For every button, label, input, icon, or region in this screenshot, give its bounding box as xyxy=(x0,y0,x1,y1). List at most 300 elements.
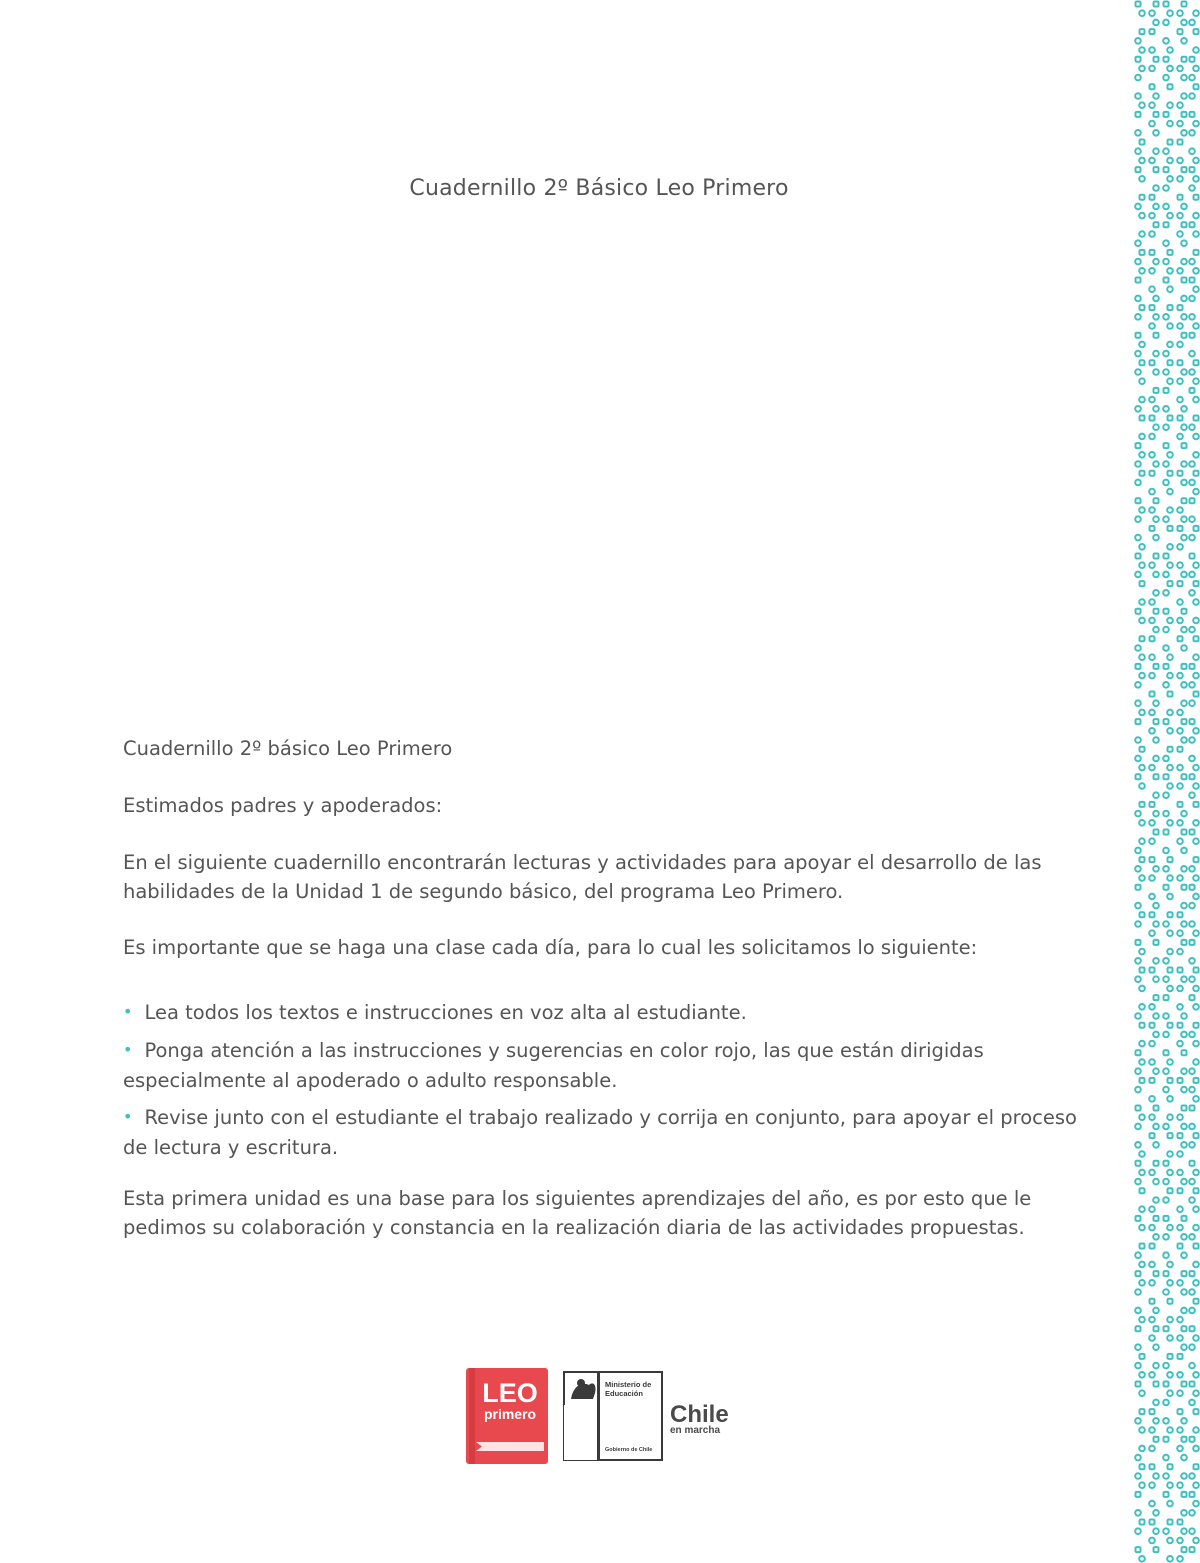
pattern-dot xyxy=(1136,940,1141,945)
pattern-dot xyxy=(1153,1234,1159,1240)
pattern-dot xyxy=(1164,885,1169,890)
pattern-dot xyxy=(1178,1188,1183,1193)
pattern-dot xyxy=(1163,848,1169,854)
pattern-dot xyxy=(1189,424,1195,430)
pattern-dot xyxy=(1149,894,1155,900)
pattern-dot xyxy=(1167,176,1173,182)
pattern-dot xyxy=(1178,140,1183,145)
pattern-dot xyxy=(1168,84,1173,89)
pattern-dot xyxy=(1182,167,1187,172)
pattern-dot xyxy=(1149,1225,1155,1231)
letter-body xyxy=(123,734,1078,1242)
pattern-dot xyxy=(1167,10,1173,16)
pattern-dot xyxy=(1181,93,1187,99)
pattern-dot xyxy=(1140,802,1145,807)
pattern-dot xyxy=(1139,268,1145,274)
pattern-dot xyxy=(1189,369,1195,375)
pattern-dot xyxy=(1182,1382,1187,1387)
pattern-dot xyxy=(1135,682,1141,688)
pattern-dot xyxy=(1153,314,1159,320)
pattern-dot xyxy=(1164,112,1169,117)
pattern-dot xyxy=(1164,609,1169,614)
pattern-dot xyxy=(1140,1409,1145,1414)
pattern-dot xyxy=(1139,397,1145,403)
pattern-dot xyxy=(1193,1335,1199,1341)
pattern-dot xyxy=(1149,710,1155,716)
pattern-dot xyxy=(1177,599,1183,605)
pattern-dot xyxy=(1168,747,1173,752)
pattern-dot xyxy=(1135,1252,1141,1258)
pattern-dot xyxy=(1189,1363,1195,1369)
pattern-dot xyxy=(1153,1308,1159,1314)
pattern-dot xyxy=(1190,664,1195,669)
pattern-dot xyxy=(1136,664,1141,669)
pattern-dot xyxy=(1163,1418,1169,1424)
pattern-dot xyxy=(1181,1234,1187,1240)
pattern-dot xyxy=(1181,1418,1187,1424)
pattern-dot xyxy=(1177,268,1183,274)
pattern-dot xyxy=(1194,802,1199,807)
pattern-dot xyxy=(1190,885,1195,890)
pattern-dot xyxy=(1189,1473,1195,1479)
pattern-dot xyxy=(1167,323,1173,329)
pattern-dot xyxy=(1136,609,1141,614)
pattern-dot xyxy=(1189,682,1195,688)
pattern-dot xyxy=(1153,148,1159,154)
pattern-dot xyxy=(1153,921,1159,927)
pattern-dot xyxy=(1177,838,1183,844)
pattern-dot xyxy=(1178,1244,1183,1249)
pattern-dot xyxy=(1139,599,1145,605)
pattern-dot xyxy=(1139,434,1145,440)
pattern-dot xyxy=(1149,673,1155,679)
pattern-dot xyxy=(1135,958,1141,964)
pattern-dot xyxy=(1140,1023,1145,1028)
pattern-dot xyxy=(1194,581,1199,586)
pattern-dot xyxy=(1154,333,1159,338)
pattern-dot xyxy=(1193,323,1199,329)
pattern-dot xyxy=(1139,1114,1145,1120)
pattern-dot xyxy=(1153,369,1159,375)
pattern-dot xyxy=(1181,976,1187,982)
pattern-dot xyxy=(1154,554,1159,559)
pattern-dot xyxy=(1190,554,1195,559)
pattern-dot xyxy=(1154,498,1159,503)
pattern-dot xyxy=(1193,231,1199,237)
pattern-dot xyxy=(1149,1317,1155,1323)
pattern-dot xyxy=(1153,1013,1159,1019)
pattern-dot xyxy=(1136,498,1141,503)
pattern-dot xyxy=(1153,204,1159,210)
pattern-dot xyxy=(1149,599,1155,605)
pattern-dot xyxy=(1140,195,1145,200)
pattern-dot xyxy=(1163,38,1169,44)
pattern-dot xyxy=(1164,1326,1169,1331)
pattern-dot xyxy=(1150,692,1155,697)
pattern-dot xyxy=(1150,250,1155,255)
pattern-dot xyxy=(1193,1280,1199,1286)
pattern-dot xyxy=(1181,1252,1187,1258)
pattern-dot xyxy=(1181,1510,1187,1516)
pattern-dot xyxy=(1163,627,1169,633)
pattern-dot xyxy=(1163,314,1169,320)
pattern-dot xyxy=(1135,148,1141,154)
pattern-dot xyxy=(1167,986,1173,992)
pattern-dot xyxy=(1140,1188,1145,1193)
pattern-dot xyxy=(1177,1114,1183,1120)
pattern-dot xyxy=(1193,654,1199,660)
pattern-dot xyxy=(1189,1344,1195,1350)
instruction-list xyxy=(123,998,1078,1162)
pattern-dot xyxy=(1136,333,1141,338)
pattern-dot xyxy=(1194,1409,1199,1414)
pattern-dot xyxy=(1189,20,1195,26)
pattern-dot xyxy=(1149,231,1155,237)
pattern-dot xyxy=(1181,700,1187,706)
pattern-dot xyxy=(1164,1216,1169,1221)
pattern-dot xyxy=(1189,1528,1195,1534)
pattern-dot xyxy=(1153,866,1159,872)
pattern-dot xyxy=(1135,351,1141,357)
pattern-dot xyxy=(1139,618,1145,624)
pattern-dot xyxy=(1189,866,1195,872)
pattern-dot xyxy=(1140,1078,1145,1083)
pattern-dot xyxy=(1150,1133,1155,1138)
pattern-dot xyxy=(1182,774,1187,779)
pattern-dot xyxy=(1139,507,1145,513)
pattern-dot xyxy=(1182,222,1187,227)
pattern-dot xyxy=(1190,1106,1195,1111)
pattern-dot xyxy=(1136,443,1141,448)
pattern-dot xyxy=(1135,1013,1141,1019)
pattern-dot xyxy=(1167,765,1173,771)
pattern-dot xyxy=(1167,1170,1173,1176)
pattern-dot xyxy=(1182,333,1187,338)
pattern-dot xyxy=(1153,811,1159,817)
pattern-dot xyxy=(1194,84,1199,89)
pattern-dot xyxy=(1154,57,1159,62)
pattern-dot xyxy=(1189,700,1195,706)
pattern-dot xyxy=(1139,710,1145,716)
pattern-dot xyxy=(1190,1326,1195,1331)
pattern-dot xyxy=(1167,1225,1173,1231)
pattern-dot xyxy=(1135,240,1141,246)
pattern-dot xyxy=(1167,1556,1173,1562)
pattern-dot xyxy=(1167,378,1173,384)
pattern-dot xyxy=(1154,1271,1159,1276)
pattern-dot xyxy=(1139,986,1145,992)
pattern-dot xyxy=(1168,857,1173,862)
pattern-dot xyxy=(1193,728,1199,734)
pattern-dot xyxy=(1153,1510,1159,1516)
pattern-dot xyxy=(1194,416,1199,421)
pattern-dot xyxy=(1150,195,1155,200)
pattern-dot xyxy=(1177,1482,1183,1488)
pattern-dot xyxy=(1193,673,1199,679)
chile-logo-title: Chile xyxy=(670,1401,729,1428)
pattern-dot xyxy=(1167,1482,1173,1488)
ministry-line-2: Educación xyxy=(605,1389,643,1398)
pattern-dot xyxy=(1181,240,1187,246)
pattern-dot xyxy=(1153,296,1159,302)
pattern-dot xyxy=(1163,645,1169,651)
pattern-dot xyxy=(1177,728,1183,734)
pattern-dot xyxy=(1163,351,1169,357)
pattern-dot xyxy=(1190,333,1195,338)
ministerio-educacion-logo xyxy=(563,1371,663,1461)
pattern-dot xyxy=(1153,20,1159,26)
pattern-dot xyxy=(1135,1418,1141,1424)
pattern-dot xyxy=(1189,1289,1195,1295)
pattern-dot xyxy=(1194,1078,1199,1083)
pattern-dot xyxy=(1149,562,1155,568)
pattern-dot xyxy=(1167,562,1173,568)
pattern-dot xyxy=(1189,1068,1195,1074)
pattern-dot xyxy=(1135,516,1141,522)
pattern-dot xyxy=(1149,47,1155,53)
pattern-dot xyxy=(1139,1041,1145,1047)
pattern-dot xyxy=(1163,811,1169,817)
pattern-dot xyxy=(1181,1455,1187,1461)
pattern-dot xyxy=(1136,719,1141,724)
pattern-dot xyxy=(1167,618,1173,624)
pattern-dot xyxy=(1193,489,1199,495)
pattern-dot xyxy=(1178,636,1183,641)
pattern-dot xyxy=(1136,112,1141,117)
pattern-dot xyxy=(1153,756,1159,762)
pattern-dot xyxy=(1167,820,1173,826)
pattern-dot xyxy=(1163,1400,1169,1406)
pattern-dot xyxy=(1164,443,1169,448)
pattern-dot xyxy=(1167,1114,1173,1120)
pattern-dot xyxy=(1177,434,1183,440)
pattern-dot xyxy=(1150,360,1155,365)
pattern-dot xyxy=(1135,1510,1141,1516)
pattern-dot xyxy=(1136,1161,1141,1166)
pattern-dot xyxy=(1177,783,1183,789)
pattern-dot xyxy=(1150,84,1155,89)
pattern-dot xyxy=(1135,976,1141,982)
pattern-dot xyxy=(1189,921,1195,927)
pattern-dot xyxy=(1135,866,1141,872)
pattern-dot xyxy=(1189,1032,1195,1038)
pattern-dot xyxy=(1135,1473,1141,1479)
pattern-dot xyxy=(1168,1299,1173,1304)
pattern-dot xyxy=(1150,912,1155,917)
page-title: Cuadernillo 2º Básico Leo Primero xyxy=(409,176,789,201)
pattern-dot xyxy=(1136,167,1141,172)
pattern-dot xyxy=(1193,1390,1199,1396)
pattern-dot xyxy=(1149,66,1155,72)
pattern-dot xyxy=(1136,554,1141,559)
pattern-dot xyxy=(1177,323,1183,329)
pattern-dot xyxy=(1193,894,1199,900)
pattern-dot xyxy=(1167,930,1173,936)
pattern-dot xyxy=(1168,416,1173,421)
pattern-dot xyxy=(1181,1473,1187,1479)
pattern-dot xyxy=(1167,1390,1173,1396)
pattern-dot xyxy=(1178,747,1183,752)
pattern-dot xyxy=(1154,112,1159,117)
pattern-dot xyxy=(1167,1317,1173,1323)
pattern-dot xyxy=(1189,1234,1195,1240)
pattern-dot xyxy=(1163,20,1169,26)
pattern-dot xyxy=(1153,1473,1159,1479)
pattern-dot xyxy=(1178,1078,1183,1083)
pattern-dot xyxy=(1163,1179,1169,1185)
pattern-dot xyxy=(1135,369,1141,375)
pattern-dot xyxy=(1154,1326,1159,1331)
pattern-dot xyxy=(1163,1455,1169,1461)
pattern-dot xyxy=(1167,1372,1173,1378)
pattern-dot xyxy=(1163,1528,1169,1534)
pattern-dot xyxy=(1168,968,1173,973)
pattern-dot xyxy=(1194,1299,1199,1304)
pattern-dot xyxy=(1135,204,1141,210)
pattern-dot xyxy=(1193,562,1199,568)
pattern-dot xyxy=(1168,1188,1173,1193)
pattern-dot xyxy=(1149,838,1155,844)
pattern-dot xyxy=(1153,1032,1159,1038)
pattern-dot xyxy=(1140,1244,1145,1249)
pattern-dot xyxy=(1135,737,1141,743)
pattern-dot xyxy=(1190,995,1195,1000)
pattern-dot xyxy=(1189,480,1195,486)
pattern-dot xyxy=(1135,1289,1141,1295)
pattern-dot xyxy=(1189,737,1195,743)
pattern-dot xyxy=(1139,875,1145,881)
pattern-dot xyxy=(1178,1133,1183,1138)
pattern-dot xyxy=(1181,461,1187,467)
pattern-dot xyxy=(1177,1280,1183,1286)
pattern-dot xyxy=(1194,1023,1199,1028)
pattern-dot xyxy=(1163,204,1169,210)
pattern-dot xyxy=(1164,167,1169,172)
pattern-dot xyxy=(1139,1206,1145,1212)
pattern-dot xyxy=(1193,1041,1199,1047)
pattern-dot xyxy=(1189,958,1195,964)
pattern-dot xyxy=(1164,664,1169,669)
pattern-dot xyxy=(1189,1087,1195,1093)
pattern-dot xyxy=(1177,673,1183,679)
pattern-dot xyxy=(1163,461,1169,467)
pattern-dot xyxy=(1149,158,1155,164)
pattern-dot xyxy=(1140,140,1145,145)
pattern-dot xyxy=(1189,75,1195,81)
pattern-dot xyxy=(1182,830,1187,835)
pattern-dot xyxy=(1153,351,1159,357)
pattern-dot xyxy=(1150,416,1155,421)
pattern-dot xyxy=(1150,29,1155,34)
pattern-dot xyxy=(1189,296,1195,302)
pattern-dot xyxy=(1135,75,1141,81)
decorative-dot-pattern xyxy=(1130,0,1200,1563)
pattern-dot xyxy=(1135,1087,1141,1093)
pattern-dot xyxy=(1163,480,1169,486)
pattern-dot xyxy=(1193,268,1199,274)
pattern-dot xyxy=(1181,1528,1187,1534)
pattern-dot xyxy=(1193,1501,1199,1507)
pattern-dot xyxy=(1167,342,1173,348)
pattern-dot xyxy=(1149,1446,1155,1452)
pattern-dot xyxy=(1193,930,1199,936)
pattern-dot xyxy=(1163,240,1169,246)
pattern-dot xyxy=(1190,57,1195,62)
pattern-dot xyxy=(1167,710,1173,716)
pattern-dot xyxy=(1154,830,1159,835)
pattern-dot xyxy=(1135,1363,1141,1369)
pattern-dot xyxy=(1154,167,1159,172)
pattern-dot xyxy=(1193,1004,1199,1010)
pattern-dot xyxy=(1153,406,1159,412)
chile-en-marcha-logo xyxy=(669,1398,735,1438)
pattern-dot xyxy=(1193,838,1199,844)
pattern-dot xyxy=(1193,1538,1199,1544)
pattern-dot xyxy=(1163,75,1169,81)
pattern-dot xyxy=(1182,1437,1187,1442)
pattern-dot xyxy=(1167,654,1173,660)
pattern-dot xyxy=(1181,516,1187,522)
pattern-dot xyxy=(1164,1271,1169,1276)
pattern-dot xyxy=(1177,986,1183,992)
pattern-dot xyxy=(1153,1528,1159,1534)
pattern-dot xyxy=(1182,609,1187,614)
pattern-dot xyxy=(1167,1151,1173,1157)
pattern-dot xyxy=(1178,1409,1183,1414)
pattern-dot xyxy=(1154,995,1159,1000)
pattern-dot xyxy=(1167,1501,1173,1507)
pattern-dot xyxy=(1194,1133,1199,1138)
pattern-dot xyxy=(1193,1225,1199,1231)
pattern-dot xyxy=(1182,940,1187,945)
pattern-dot xyxy=(1163,792,1169,798)
pattern-dot xyxy=(1178,912,1183,917)
pattern-dot xyxy=(1139,231,1145,237)
pattern-dot xyxy=(1149,1114,1155,1120)
pattern-dot xyxy=(1153,130,1159,136)
pattern-dot xyxy=(1167,47,1173,53)
pattern-dot xyxy=(1181,406,1187,412)
pattern-dot xyxy=(1139,102,1145,108)
pattern-dot xyxy=(1167,544,1173,550)
list-item-text: Lea todos los textos e instrucciones en voz alta al estudiante. xyxy=(144,1001,747,1024)
pattern-dot xyxy=(1189,130,1195,136)
pattern-dot xyxy=(1135,314,1141,320)
ministry-line-1: Ministerio de xyxy=(605,1380,652,1389)
pattern-dot xyxy=(1149,654,1155,660)
pattern-dot xyxy=(1181,811,1187,817)
pattern-dot xyxy=(1181,1124,1187,1130)
pattern-dot xyxy=(1168,1354,1173,1359)
pattern-dot xyxy=(1139,1446,1145,1452)
pattern-dot xyxy=(1153,1400,1159,1406)
pattern-dot xyxy=(1149,286,1155,292)
pattern-dot xyxy=(1178,305,1183,310)
pattern-dot xyxy=(1167,1262,1173,1268)
pattern-dot xyxy=(1154,609,1159,614)
pattern-dot xyxy=(1139,1317,1145,1323)
pattern-dot xyxy=(1189,185,1195,191)
pattern-dot xyxy=(1193,820,1199,826)
pattern-dot xyxy=(1167,213,1173,219)
pattern-dot xyxy=(1153,572,1159,578)
pattern-dot xyxy=(1193,434,1199,440)
pattern-dot xyxy=(1136,885,1141,890)
pattern-dot xyxy=(1139,1059,1145,1065)
pattern-dot xyxy=(1167,102,1173,108)
pattern-dot xyxy=(1150,636,1155,641)
pattern-dot xyxy=(1154,1547,1159,1552)
